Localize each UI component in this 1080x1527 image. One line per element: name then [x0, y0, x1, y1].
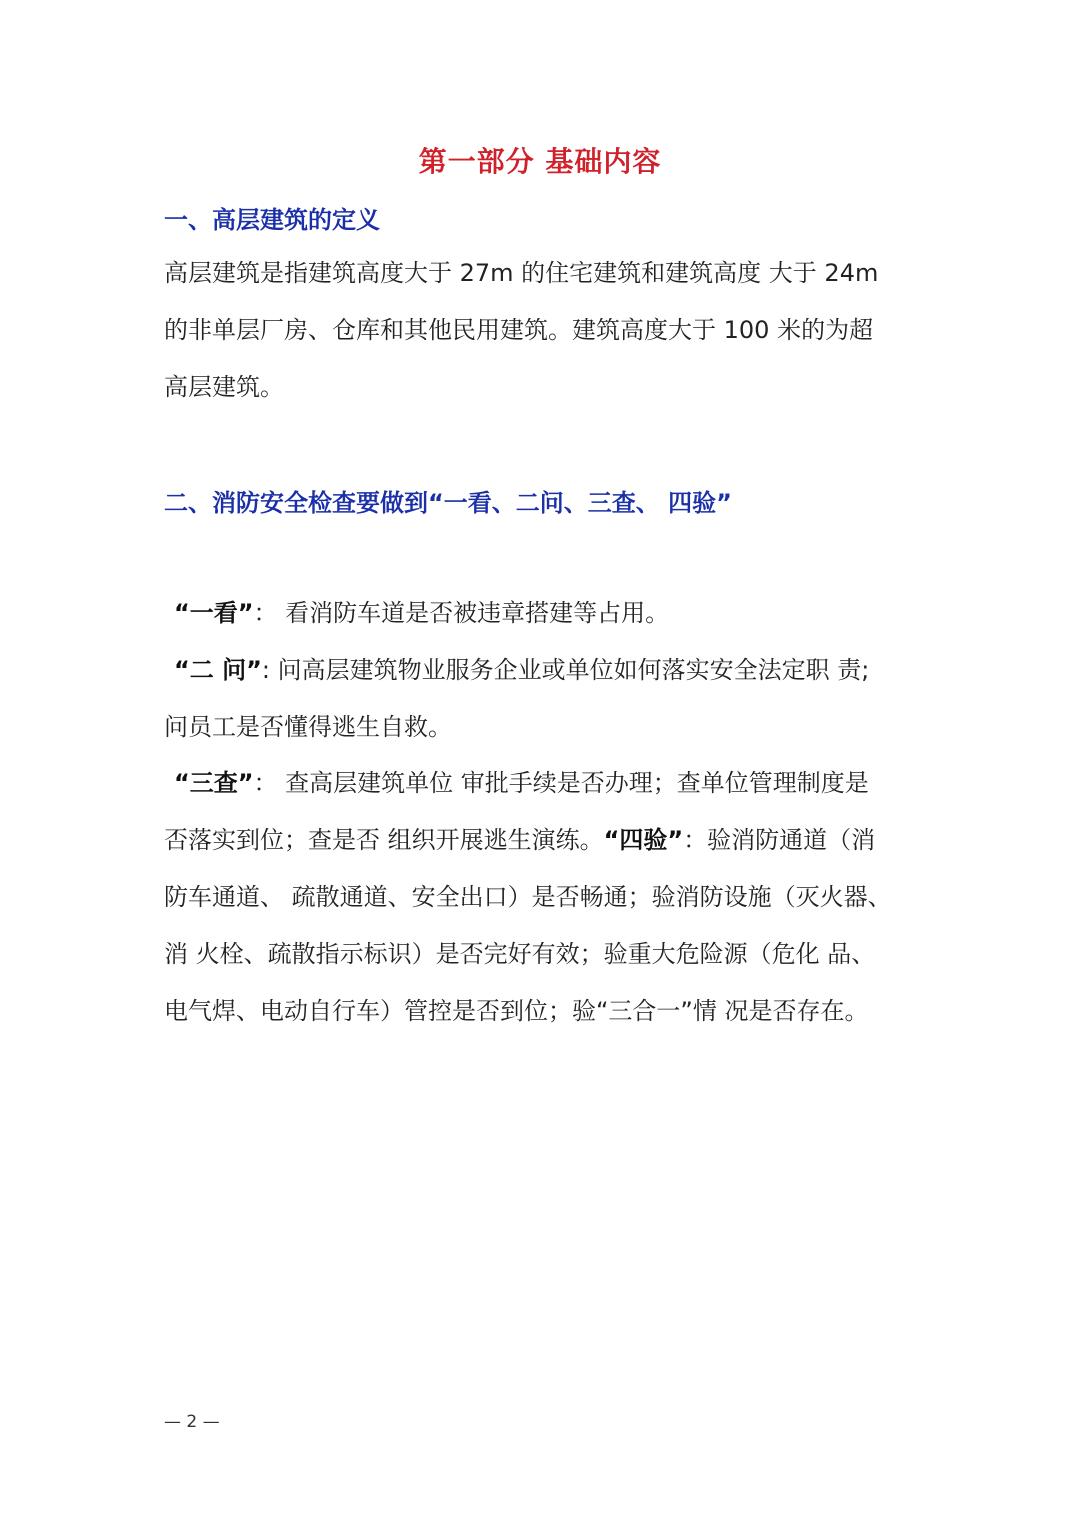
section1-line-3: 高层建筑。 — [164, 373, 284, 401]
item-verify-line-5: 电气焊、电动自行车）管控是否到位；验“三合一”情 况是否存在。 — [164, 997, 869, 1025]
section1-body — [164, 245, 924, 416]
item-check-line-1 — [164, 755, 924, 812]
item-look-text: ： 看消防车道是否被违章搭建等占用。 — [253, 599, 670, 627]
item-check-text-2: 否落实到位；查是否 组织开展逃生演练。 — [164, 826, 604, 854]
item-check — [164, 755, 924, 1040]
section2-heading: 二、消防安全检查要做到“一看、二问、三查、 四验” — [164, 489, 732, 517]
page-number: — 2 — — [164, 1412, 220, 1432]
item-verify-line-4: 消 火栓、疏散指示标识）是否完好有效；验重大危险源（危化 品、 — [164, 940, 876, 968]
item-look — [164, 585, 924, 642]
item-check-lead: “三查” — [174, 769, 254, 797]
item-verify-lead: “四验” — [603, 826, 684, 854]
item-verify-text: ：验消防通道（消 — [683, 826, 876, 854]
item-ask-line-1 — [164, 642, 924, 699]
item-check-text: ： 查高层建筑单位 审批手续是否办理；查单位管理制度是 — [253, 769, 869, 797]
item-look-line-1 — [164, 585, 924, 642]
section1-line-2: 的非单层厂房、仓库和其他民用建筑。建筑高度大于 100 米的为超 — [164, 316, 874, 344]
item-ask-lead: “二 问” — [174, 656, 262, 684]
item-verify-line-3: 防车通道、 疏散通道、安全出口）是否畅通；验消防设施（灭火器、 — [164, 883, 892, 911]
section1-heading: 一、高层建筑的定义 — [164, 206, 380, 234]
part-title: 第一部分 基础内容 — [418, 145, 662, 178]
item-check-line-2 — [164, 812, 924, 869]
section1-line-1: 高层建筑是指建筑高度大于 27m 的住宅建筑和建筑高度 大于 24m — [164, 259, 879, 287]
item-ask — [164, 642, 924, 756]
item-ask-text: : 问高层建筑物业服务企业或单位如何落实安全法定职 责; — [261, 656, 870, 684]
item-look-lead: “一看” — [174, 599, 254, 627]
item-ask-line-2: 问员工是否懂得逃生自救。 — [164, 713, 452, 741]
